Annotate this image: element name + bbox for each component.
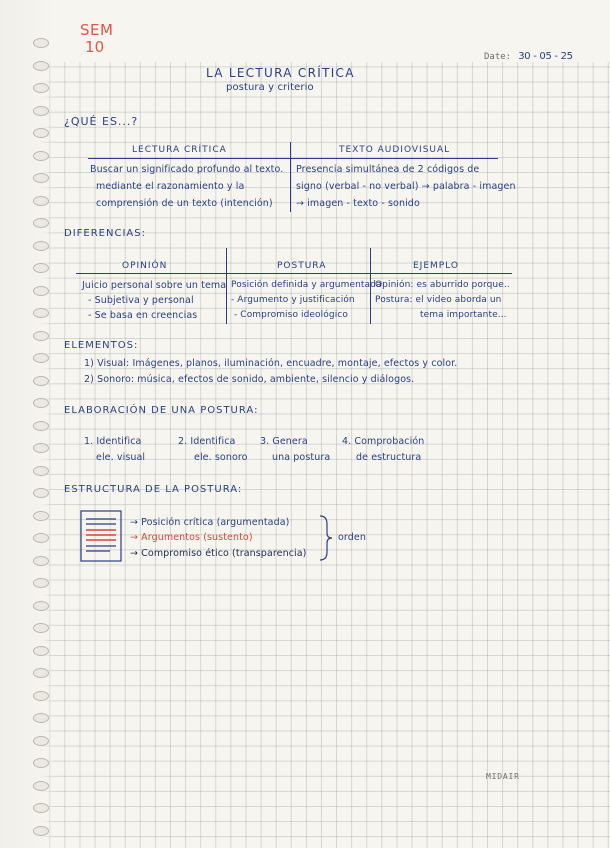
que-es-col1-line: Buscar un significado profundo al texto. — [90, 164, 284, 175]
diferencias-opinion-line: - Se basa en creencias — [88, 310, 198, 321]
binder-ring — [33, 308, 49, 318]
que-es-col2-header: TEXTO AUDIOVISUAL — [339, 145, 451, 155]
binder-ring — [33, 218, 49, 228]
binder-ring — [33, 578, 49, 588]
elaboracion-step-1-detail: ele. visual — [96, 452, 146, 463]
diferencias-opinion-line: Juicio personal sobre un tema — [82, 280, 227, 291]
diferencias-header-opinion: OPINIÓN — [122, 261, 168, 271]
binder-ring — [33, 466, 49, 476]
diferencias-ejemplo-line: tema importante... — [420, 310, 507, 320]
binder-ring — [33, 61, 49, 71]
diferencias-postura-line: - Compromiso ideológico — [234, 310, 348, 320]
estructura-item-argumentos: → Argumentos (sustento) — [130, 532, 253, 543]
diferencias-postura-line: - Argumento y justificación — [231, 295, 355, 305]
binder-ring — [33, 128, 49, 138]
diferencias-ejemplo-line: Postura: el video aborda un — [375, 295, 502, 305]
que-es-table-divider — [290, 142, 291, 212]
que-es-col1-line: comprensión de un texto (intención) — [96, 198, 273, 209]
diferencias-heading: DIFERENCIAS: — [64, 228, 146, 239]
que-es-table-rule — [88, 158, 498, 159]
que-es-col2-line: → imagen - texto - sonido — [296, 198, 420, 209]
diferencias-postura-line: Posición definida y argumentada — [231, 280, 382, 290]
binder-ring — [33, 533, 49, 543]
sem-number: 10 — [85, 38, 105, 56]
elaboracion-heading: ELABORACIÓN DE UNA POSTURA: — [64, 405, 259, 416]
binder-ring — [33, 106, 49, 116]
binder-ring — [33, 713, 49, 723]
elaboracion-step-3-detail: una postura — [272, 452, 331, 463]
date-field — [484, 44, 573, 63]
diferencias-header-postura: POSTURA — [277, 261, 327, 271]
que-es-col1-header: LECTURA CRÍTICA — [132, 145, 227, 155]
binder-ring — [33, 781, 49, 791]
binder-ring — [33, 376, 49, 386]
brand-label: MIDAIR — [486, 772, 520, 781]
elementos-line-visual: 1) Visual: Imágenes, planos, iluminación, encuadre, montaje, efectos y color. — [84, 358, 458, 369]
elementos-heading: ELEMENTOS: — [64, 340, 139, 351]
diferencias-header-ejemplo: EJEMPLO — [413, 261, 459, 271]
binder-ring — [33, 556, 49, 566]
binder-ring — [33, 691, 49, 701]
binder-ring — [33, 736, 49, 746]
estructura-heading: ESTRUCTURA DE LA POSTURA: — [64, 484, 243, 495]
binder-ring — [33, 331, 49, 341]
binder-ring — [33, 151, 49, 161]
elaboracion-step-4: 4. Comprobación — [342, 436, 425, 447]
binder-ring — [33, 241, 49, 251]
binder-ring — [33, 83, 49, 93]
elaboracion-step-4-detail: de estructura — [356, 452, 422, 463]
brace-label: orden — [338, 532, 366, 543]
binder-ring — [33, 196, 49, 206]
binder-ring — [33, 173, 49, 183]
date-label: Date: — [484, 52, 512, 62]
elaboracion-step-1: 1. Identifica — [84, 436, 142, 447]
binder-ring — [33, 668, 49, 678]
sem-label: SEM — [80, 21, 114, 39]
brace-icon — [318, 514, 334, 562]
diferencias-ejemplo-line: Opinión: es aburrido porque.. — [375, 280, 510, 290]
binder-ring — [33, 353, 49, 363]
binder-ring — [33, 646, 49, 656]
document-sketch-icon — [80, 510, 122, 562]
binder-ring — [33, 623, 49, 633]
binder-ring — [33, 421, 49, 431]
binder-ring — [33, 38, 49, 48]
binder-ring — [33, 488, 49, 498]
que-es-col2-line: Presencia simultánea de 2 códigos de — [296, 164, 480, 175]
estructura-item-compromiso: → Compromiso ético (transparencia) — [130, 548, 307, 559]
elaboracion-step-2: 2. Identifica — [178, 436, 236, 447]
diferencias-table-rule — [76, 273, 512, 274]
binder-ring — [33, 511, 49, 521]
binder-ring — [33, 826, 49, 836]
binder-ring — [33, 263, 49, 273]
elaboracion-step-2-detail: ele. sonoro — [194, 452, 248, 463]
binder-ring — [33, 286, 49, 296]
estructura-item-posicion: → Posición crítica (argumentada) — [130, 517, 290, 528]
diferencias-opinion-line: - Subjetiva y personal — [88, 295, 194, 306]
binder-ring — [33, 443, 49, 453]
elementos-line-sonoro: 2) Sonoro: música, efectos de sonido, ambiente, silencio y diálogos. — [84, 374, 415, 385]
binder-ring — [33, 758, 49, 768]
binder-ring — [33, 398, 49, 408]
page-subtitle: postura y criterio — [226, 82, 314, 93]
que-es-col2-line: signo (verbal - no verbal) → palabra - imagen — [296, 181, 516, 192]
que-es-col1-line: mediante el razonamiento y la — [96, 181, 245, 192]
que-es-heading: ¿QUÉ ES...? — [64, 115, 139, 128]
binder-ring — [33, 601, 49, 611]
elaboracion-step-3: 3. Genera — [260, 436, 308, 447]
date-value: 30 - 05 - 25 — [518, 51, 573, 62]
page-title: LA LECTURA CRÍTICA — [206, 66, 355, 80]
binder-ring — [33, 803, 49, 813]
